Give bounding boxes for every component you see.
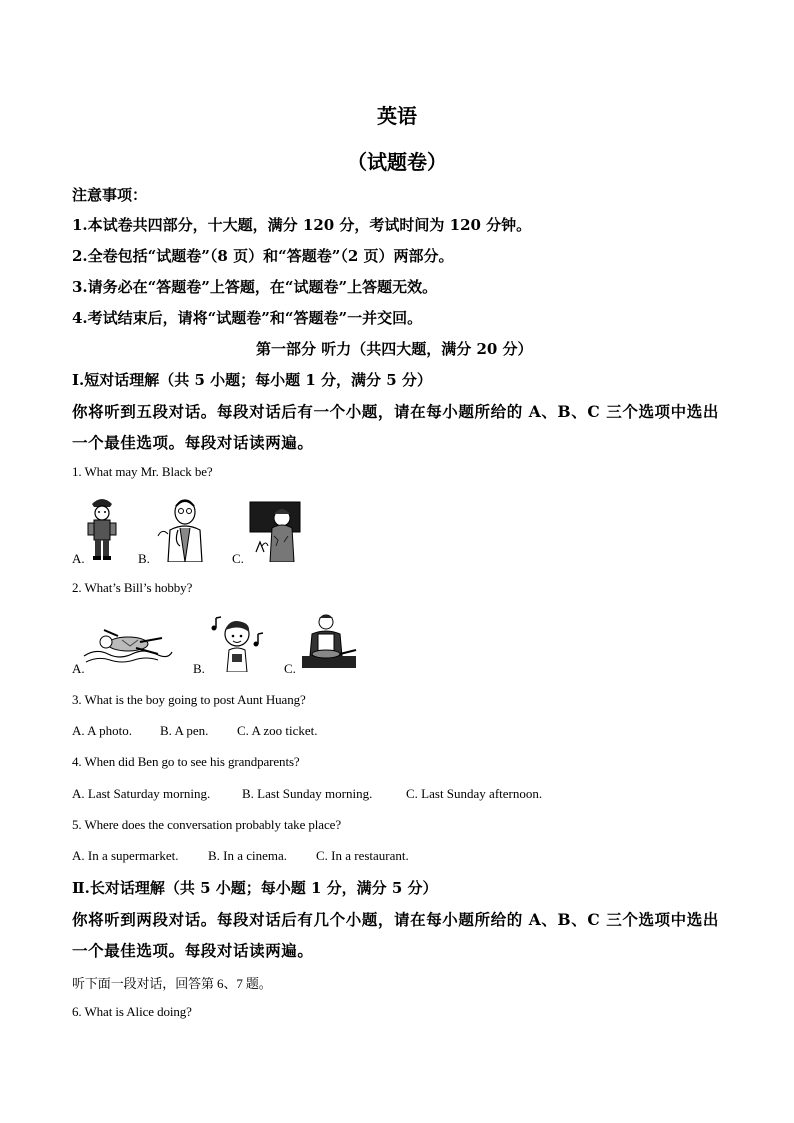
- q1-option-a[interactable]: A.: [72, 551, 85, 566]
- q3-option-b[interactable]: B. A pen.: [160, 723, 209, 738]
- q4-option-a[interactable]: A. Last Saturday morning.: [72, 786, 211, 801]
- section2-instructions-line1: 你将听到两段对话。每段对话后有几个小题，请在每小题所给的 A、B、C 三个选项中选出: [72, 910, 719, 929]
- notes-heading: 注意事项：: [72, 186, 148, 204]
- q2-option-a[interactable]: A.: [72, 661, 85, 676]
- question-4: 4. When did Ben go to see his grandparents?: [72, 754, 300, 769]
- teacher-picture: [248, 496, 304, 562]
- section1-title: Ⅰ.短对话理解（共 5 小题；每小题 1 分，满分 5 分）: [72, 371, 432, 389]
- q5-option-b[interactable]: B. In a cinema.: [208, 848, 288, 863]
- question-3: 3. What is the boy going to post Aunt Huang?: [72, 692, 306, 707]
- cooking-picture: [298, 612, 360, 670]
- part1-title: 第一部分 听力（共四大题，满分 20 分）: [256, 340, 533, 358]
- page-title: 英语: [377, 104, 417, 128]
- q3-option-a[interactable]: A. A photo.: [72, 723, 132, 738]
- q5-option-c[interactable]: C. In a restaurant.: [316, 848, 409, 863]
- section2-lead: 听下面一段对话，回答第 6、7 题。: [72, 976, 272, 991]
- notes-item-4: 4.考试结束后，请将“试题卷”和“答题卷”一并交回。: [72, 309, 423, 327]
- q3-option-c[interactable]: C. A zoo ticket.: [237, 723, 318, 738]
- question-1: 1. What may Mr. Black be?: [72, 464, 213, 479]
- q2-option-c[interactable]: C.: [284, 661, 296, 676]
- q2-option-b[interactable]: B.: [193, 661, 205, 676]
- notes-item-3: 3.请务必在“答题卷”上答题，在“试题卷”上答题无效。: [72, 278, 438, 296]
- question-6: 6. What is Alice doing?: [72, 1004, 192, 1019]
- section1-instructions-line1: 你将听到五段对话。每段对话后有一个小题，请在每小题所给的 A、B、C 三个选项中选出: [72, 402, 719, 421]
- music-picture: [208, 614, 266, 672]
- section2-title: Ⅱ.长对话理解（共 5 小题；每小题 1 分，满分 5 分）: [72, 879, 438, 897]
- section2-instructions-line2: 一个最佳选项。每段对话读两遍。: [72, 941, 314, 960]
- police-officer-picture: [86, 494, 118, 562]
- q1-option-b[interactable]: B.: [138, 551, 150, 566]
- swimming-picture: [82, 626, 174, 666]
- question-5: 5. Where does the conversation probably take place?: [72, 817, 341, 832]
- notes-item-2: 2.全卷包括“试题卷”（8 页）和“答题卷”（2 页）两部分。: [72, 247, 454, 265]
- section1-instructions-line2: 一个最佳选项。每段对话读两遍。: [72, 433, 314, 452]
- question-2: 2. What’s Bill’s hobby?: [72, 580, 193, 595]
- doctor-picture: [156, 496, 212, 562]
- q4-option-c[interactable]: C. Last Sunday afternoon.: [406, 786, 543, 801]
- q1-option-c[interactable]: C.: [232, 551, 244, 566]
- page-subtitle: （试题卷）: [347, 150, 447, 174]
- notes-item-1: 1.本试卷共四部分，十大题，满分 120 分，考试时间为 120 分钟。: [72, 216, 532, 234]
- q4-option-b[interactable]: B. Last Sunday morning.: [242, 786, 373, 801]
- q5-option-a[interactable]: A. In a supermarket.: [72, 848, 179, 863]
